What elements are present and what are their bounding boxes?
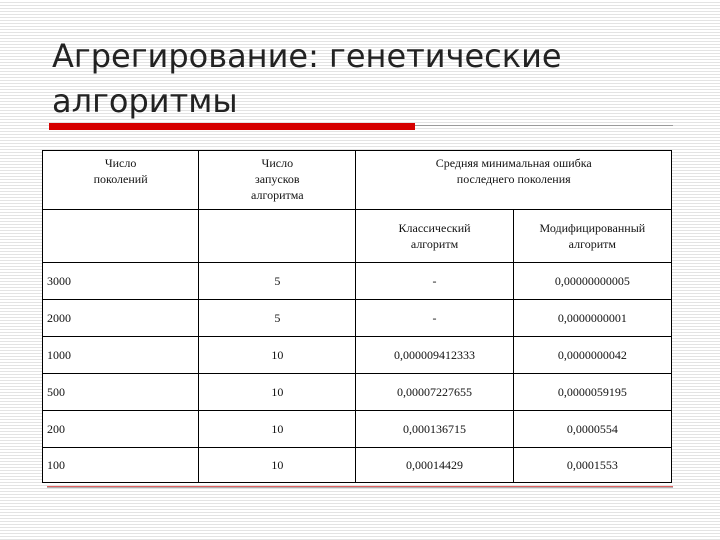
- cell-classic: 0,00007227655: [356, 374, 513, 411]
- header-empty-2: [199, 210, 356, 263]
- cell-generations: 1000: [43, 337, 199, 374]
- title-underline-thin: [415, 125, 673, 126]
- header-error: Средняя минимальная ошибка последнего поколения: [356, 151, 672, 210]
- slide-title-line-1: Агрегирование: генетические: [52, 37, 562, 75]
- title-underline-accent: [49, 123, 415, 130]
- table-row: [43, 374, 672, 411]
- cell-classic: 0,00014429: [356, 448, 513, 483]
- cell-runs: 5: [199, 263, 356, 300]
- table-header-row-2: [43, 210, 672, 263]
- cell-modified: 0,0001553: [513, 448, 671, 483]
- table-row: [43, 263, 672, 300]
- cell-generations: 3000: [43, 263, 199, 300]
- cell-generations: 500: [43, 374, 199, 411]
- cell-runs: 10: [199, 374, 356, 411]
- cell-classic: 0,000009412333: [356, 337, 513, 374]
- cell-generations: 200: [43, 411, 199, 448]
- cell-modified: 0,0000059195: [513, 374, 671, 411]
- results-table: [42, 150, 672, 483]
- slide-title-line-2: алгоритмы: [52, 82, 238, 120]
- table-header-row-1: [43, 151, 672, 210]
- table-row: [43, 411, 672, 448]
- cell-runs: 5: [199, 300, 356, 337]
- cell-modified: 0,00000000005: [513, 263, 671, 300]
- cell-generations: 100: [43, 448, 199, 483]
- cell-runs: 10: [199, 411, 356, 448]
- cell-classic: 0,000136715: [356, 411, 513, 448]
- table-row: [43, 300, 672, 337]
- table-row: [43, 337, 672, 374]
- table-row: [43, 448, 672, 483]
- header-modified: Модифицированный алгоритм: [513, 210, 671, 263]
- cell-runs: 10: [199, 448, 356, 483]
- header-empty-1: [43, 210, 199, 263]
- header-generations: Число поколений: [43, 151, 199, 210]
- cell-runs: 10: [199, 337, 356, 374]
- cell-generations: 2000: [43, 300, 199, 337]
- cell-classic: -: [356, 300, 513, 337]
- cell-modified: 0,0000554: [513, 411, 671, 448]
- cell-modified: 0,0000000001: [513, 300, 671, 337]
- footer-rule-thin: [47, 487, 673, 488]
- slide-title: [52, 34, 672, 124]
- header-classic: Классический алгоритм: [356, 210, 513, 263]
- header-runs: Число запусков алгоритма: [199, 151, 356, 210]
- cell-modified: 0,0000000042: [513, 337, 671, 374]
- cell-classic: -: [356, 263, 513, 300]
